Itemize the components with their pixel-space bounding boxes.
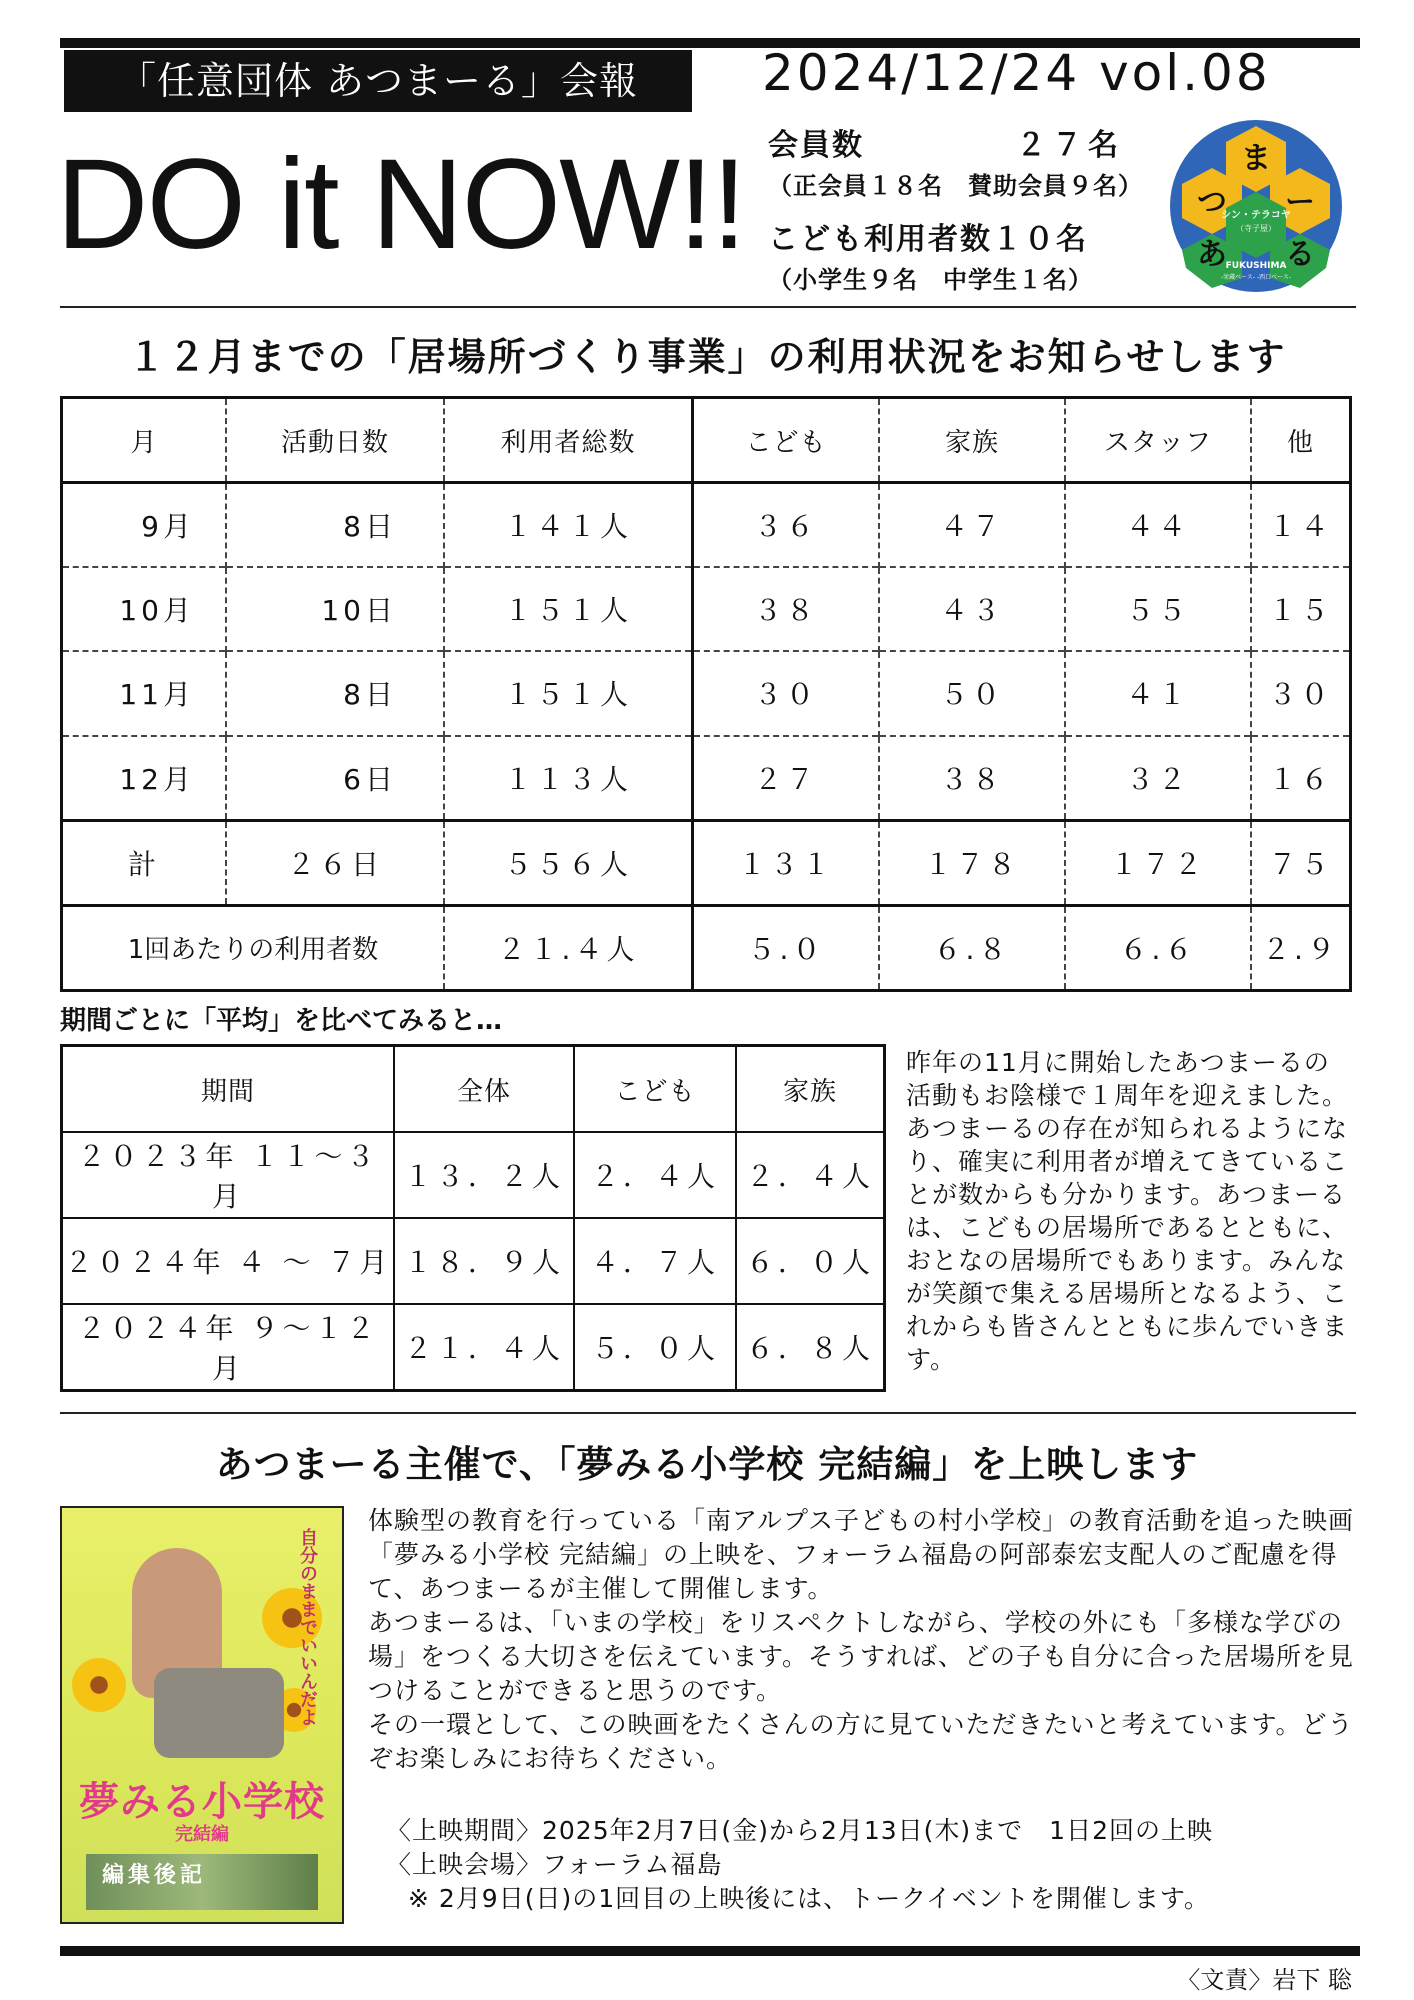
cell-days: 6日	[226, 736, 444, 821]
cell-total-label: 計	[62, 820, 227, 905]
cell-total: １５１人	[444, 567, 693, 651]
table-row	[62, 483, 1351, 568]
cell-other: ７５	[1268, 847, 1333, 881]
usage-section-title: １２月までの「居場所づくり事業」の利用状況をお知らせします	[127, 335, 1287, 379]
cell-total: １５１人	[444, 651, 693, 735]
cell-other: ３０	[1268, 678, 1333, 712]
logo-char-tsu: つ	[1197, 185, 1227, 220]
cell-staff: １７２	[1065, 820, 1251, 905]
cell-days: 10日	[226, 567, 444, 651]
cell-children: ２７	[693, 736, 880, 821]
table-row	[62, 1304, 885, 1391]
cell-period: ２０２３年 １１～３月	[62, 1132, 395, 1218]
header-other: 他	[1286, 427, 1314, 458]
poster-title: 夢みる小学校	[79, 1779, 325, 1825]
cell-staff: ６.６	[1065, 905, 1251, 990]
members-detail: （正会員１８名 賛助会員９名）	[768, 172, 1143, 200]
cell-other: ２.９	[1262, 932, 1339, 966]
header-staff: スタッフ	[1065, 398, 1251, 483]
poster-tagline: 自分のままでいいんだよ	[297, 1528, 318, 1726]
logo-char-dash: ー	[1285, 185, 1315, 220]
cell-period: ２０２４年 ９～１２月	[62, 1304, 395, 1391]
logo-center-text: シン・テラコヤ	[1221, 210, 1291, 221]
anniversary-note: 昨年の11月に開始したあつまーるの活動もお陰様で１周年を迎えました。あつまーるの存在が知られるようになり、確実に利用者が増えてきていることが数からも分かります。あつまーるは、こどもの居場所であるとともに、おとなの居場所でもあります。みんなが笑顔で集える居場所となるよう、これからも皆さんとともに歩んでいきます。	[906, 1048, 1349, 1374]
bottom-rule	[60, 1946, 1360, 1956]
logo-char-ru: る	[1285, 237, 1315, 272]
atsumaru-logo-icon	[1168, 118, 1344, 294]
members-value: ２７名	[1016, 128, 1124, 163]
cell-family: ６．８人	[736, 1304, 885, 1391]
screening-section-title: あつまーる主催で、「夢みる小学校 完結編」を上映します	[215, 1443, 1199, 1486]
logo-char-ma: ま	[1241, 141, 1271, 176]
cell-days: 8日	[226, 651, 444, 735]
screening-schedule	[386, 1814, 1213, 1916]
header-children: こども	[693, 398, 880, 483]
logo-char-a: あ	[1197, 237, 1227, 272]
cell-children: ３６	[693, 483, 880, 568]
children-detail: （小学生９名 中学生１名）	[768, 266, 1093, 294]
header-month: 月	[62, 398, 227, 483]
cell-month: 12月	[62, 736, 227, 821]
cell-family: ２．４人	[736, 1132, 885, 1218]
cell-family: ６.８	[879, 905, 1065, 990]
logo-center-sub: （寺子屋）	[1236, 224, 1276, 233]
screening-paragraph: 体験型の教育を行っている「南アルプス子どもの村小学校」の教育活動を追った映画「夢みる小学校 完結編」の上映を、フォーラム福島の阿部泰宏支配人のご配慮を得て、あつまーるが主催して開催します。	[368, 1506, 1355, 1603]
cell-children: ３０	[693, 651, 880, 735]
cell-family: ６．０人	[736, 1218, 885, 1304]
cell-days: ２６日	[226, 820, 444, 905]
screening-venue: 〈上映会場〉フォーラム福島	[386, 1850, 723, 1879]
cell-children: ２．４人	[574, 1132, 736, 1218]
header-children: こども	[574, 1046, 736, 1133]
usage-table-header	[62, 398, 1351, 483]
cell-family: ５０	[879, 651, 1065, 735]
table-row	[62, 1218, 885, 1304]
logo-bottom-text: FUKUSHIMA	[1225, 261, 1287, 271]
movie-poster	[60, 1506, 344, 1924]
issue-date: 2024/12/24 vol.08	[762, 44, 1271, 102]
cell-children: ５.０	[693, 905, 880, 990]
section-divider	[60, 1412, 1356, 1414]
cell-total: １１３人	[444, 736, 693, 821]
talk-event-note: ※ 2月9日(日)の1回目の上映後には、トークイベントを開催します。	[408, 1884, 1210, 1913]
cell-all: １３．２人	[394, 1132, 574, 1218]
logo-bottom-sub: -栄蔵ベース- -西口ベース-	[1221, 274, 1291, 281]
header-total: 利用者総数	[444, 398, 693, 483]
cell-children: １３１	[693, 820, 880, 905]
author-credit: 〈文責〉岩下 聡	[1176, 1966, 1352, 1994]
masthead-title: DO it NOW!!	[56, 133, 746, 276]
members-label: 会員数	[768, 128, 864, 163]
cell-staff: ４４	[1065, 483, 1251, 568]
total-row	[62, 820, 1351, 905]
header-days: 活動日数	[226, 398, 444, 483]
cell-other: １５	[1268, 594, 1333, 628]
average-table-header	[62, 1046, 885, 1133]
header-all: 全体	[394, 1046, 574, 1133]
cell-staff: ４１	[1065, 651, 1251, 735]
cell-all: ２１．４人	[394, 1304, 574, 1391]
screening-paragraph: その一環として、この映画をたくさんの方に見ていただきたいと考えています。どうぞお楽しみにお待ちください。	[368, 1710, 1354, 1773]
poster-subtitle: 完結編	[175, 1824, 229, 1845]
cell-total: １４１人	[444, 483, 693, 568]
header-period: 期間	[62, 1046, 395, 1133]
poster-photo-label: 編集後記	[102, 1863, 207, 1888]
table-row	[62, 1132, 885, 1218]
cell-period: ２０２４年 ４ ～ ７月	[62, 1218, 395, 1304]
cell-family: ４３	[879, 567, 1065, 651]
cell-month: 10月	[62, 567, 227, 651]
cell-family: ４７	[879, 483, 1065, 568]
cell-children: ３８	[693, 567, 880, 651]
table-row	[62, 651, 1351, 735]
cell-staff: ３２	[1065, 736, 1251, 821]
cell-staff: ５５	[1065, 567, 1251, 651]
children-count: こども利用者数１０名	[768, 222, 1088, 257]
header-divider	[60, 306, 1356, 308]
average-row	[62, 905, 1351, 990]
screening-paragraph: あつまーるは、「いまの学校」をリスペクトしながら、学校の外にも「多様な学びの場」をつくる大切さを伝えています。そうすれば、どの子も自分に合った居場所を見つけることができると思うのです。	[368, 1608, 1355, 1705]
cell-total: ５５６人	[444, 820, 693, 905]
cell-month: 11月	[62, 651, 227, 735]
average-table	[60, 1044, 886, 1392]
cell-total: ２１.４人	[444, 905, 693, 990]
cell-family: ３８	[879, 736, 1065, 821]
screening-description	[368, 1504, 1358, 1776]
usage-table	[60, 396, 1352, 992]
poster-millstone	[154, 1668, 284, 1758]
cell-children: ４．７人	[574, 1218, 736, 1304]
cell-average-label: 1回あたりの利用者数	[62, 905, 445, 990]
table-row	[62, 567, 1351, 651]
average-comparison-title: 期間ごとに「平均」を比べてみると…	[60, 1006, 503, 1036]
cell-family: １７８	[879, 820, 1065, 905]
table-row	[62, 736, 1351, 821]
org-badge: 「任意団体 あつまーる」会報	[64, 50, 692, 112]
cell-month: 9月	[62, 483, 227, 568]
cell-children: ５．０人	[574, 1304, 736, 1391]
cell-all: １８．９人	[394, 1218, 574, 1304]
header-family: 家族	[736, 1046, 885, 1133]
header-family: 家族	[879, 398, 1065, 483]
sunflower-icon	[72, 1658, 126, 1712]
cell-other: １６	[1268, 762, 1333, 796]
screening-period: 〈上映期間〉2025年2月7日(金)から2月13日(木)まで 1日2回の上映	[386, 1816, 1213, 1845]
cell-other: １４	[1268, 510, 1333, 544]
cell-days: 8日	[226, 483, 444, 568]
